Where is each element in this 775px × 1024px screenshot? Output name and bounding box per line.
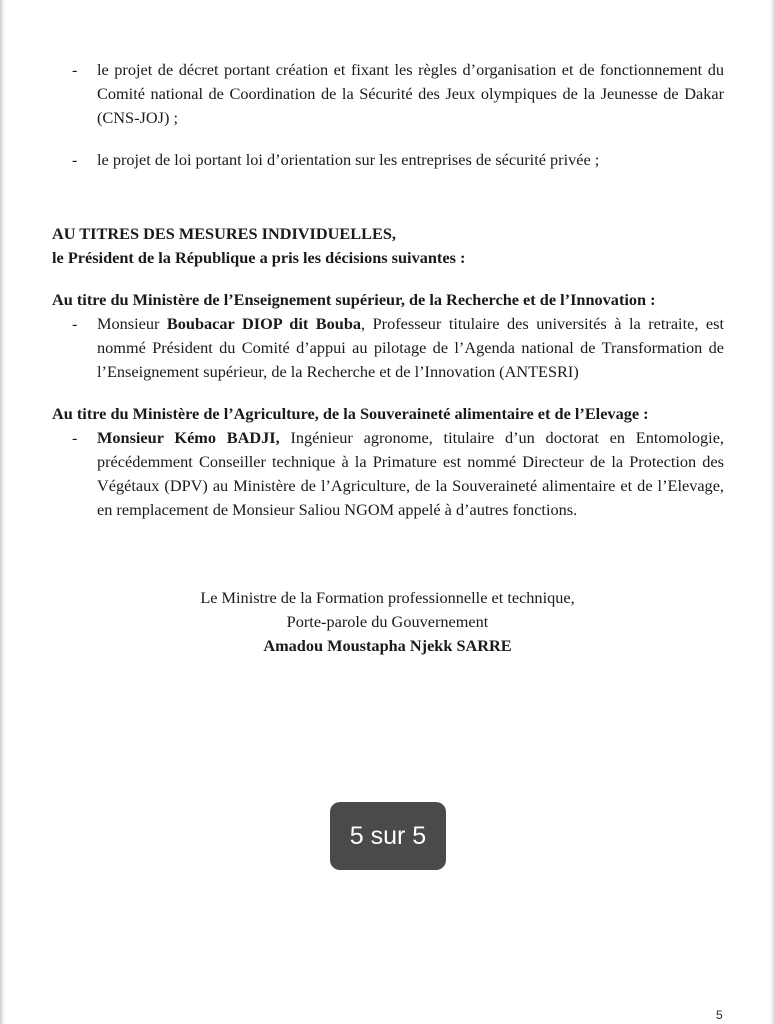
nominee-name: Boubacar DIOP dit Bouba [166,314,362,333]
ministry-heading: Au titre du Ministère de l’Agriculture, de la Souveraineté alimentaire et de l’Elevage : [52,404,649,423]
page-edge-right [769,0,775,1024]
list-item-text: le projet de décret portant création et fixant les règles d’organisation et de fonctionnement du Comité national de Coordination de la Sécurité des Jeux olympiques de la Jeunesse de Dakar (CNS-JOJ) ; [97,60,724,127]
nomination-prefix: Monsieur [97,314,167,333]
section-title: AU TITRES DES MESURES INDIVIDUELLES, [52,224,396,243]
bullet-dash: - [72,150,78,169]
list-item-text: le projet de loi portant loi d’orientation sur les entreprises de sécurité privée ; [97,150,600,169]
signature-block [0,586,775,658]
signature-title: Le Ministre de la Formation professionnelle et technique, [200,588,575,607]
page-edge-left [0,0,6,1024]
list-item [52,312,724,384]
list-item [52,426,724,522]
list-item [52,58,724,130]
list-item [52,148,724,172]
nomination-text: , Professeur titulaire des universités à la retraite, est nommé Président du Comité d’appui au pilotage de l’Agenda national de Transformation de l’Enseignement supérieur, de la Recherche et de l’Innovation (ANTESRI) [97,314,724,381]
bullet-dash: - [72,314,78,333]
bullet-dash: - [72,428,78,447]
document-body [52,58,724,522]
bullet-dash: - [72,60,78,79]
page-number: 5 [716,1008,723,1022]
nominee-name: Monsieur Kémo BADJI, [97,428,280,447]
section-subtitle: le Président de la République a pris les décisions suivantes : [52,248,466,267]
signature-role: Porte-parole du Gouvernement [286,612,489,631]
ministry-heading: Au titre du Ministère de l’Enseignement supérieur, de la Recherche et de l’Innovation : [52,290,656,309]
signature-name: Amadou Moustapha Njekk SARRE [263,636,512,655]
nomination-text: Ingénieur agronome, titulaire d’un doctorat en Entomologie, précédemment Conseiller technique à la Primature est nommé Directeur de la Protection des Végétaux (DPV) au Ministère de l’Agriculture, de la Souveraineté alimentaire et de l’Elevage, en remplacement de Monsieur Saliou NGOM appelé à d’autres fonctions. [97,428,724,519]
page-indicator-toast: 5 sur 5 [330,802,446,870]
